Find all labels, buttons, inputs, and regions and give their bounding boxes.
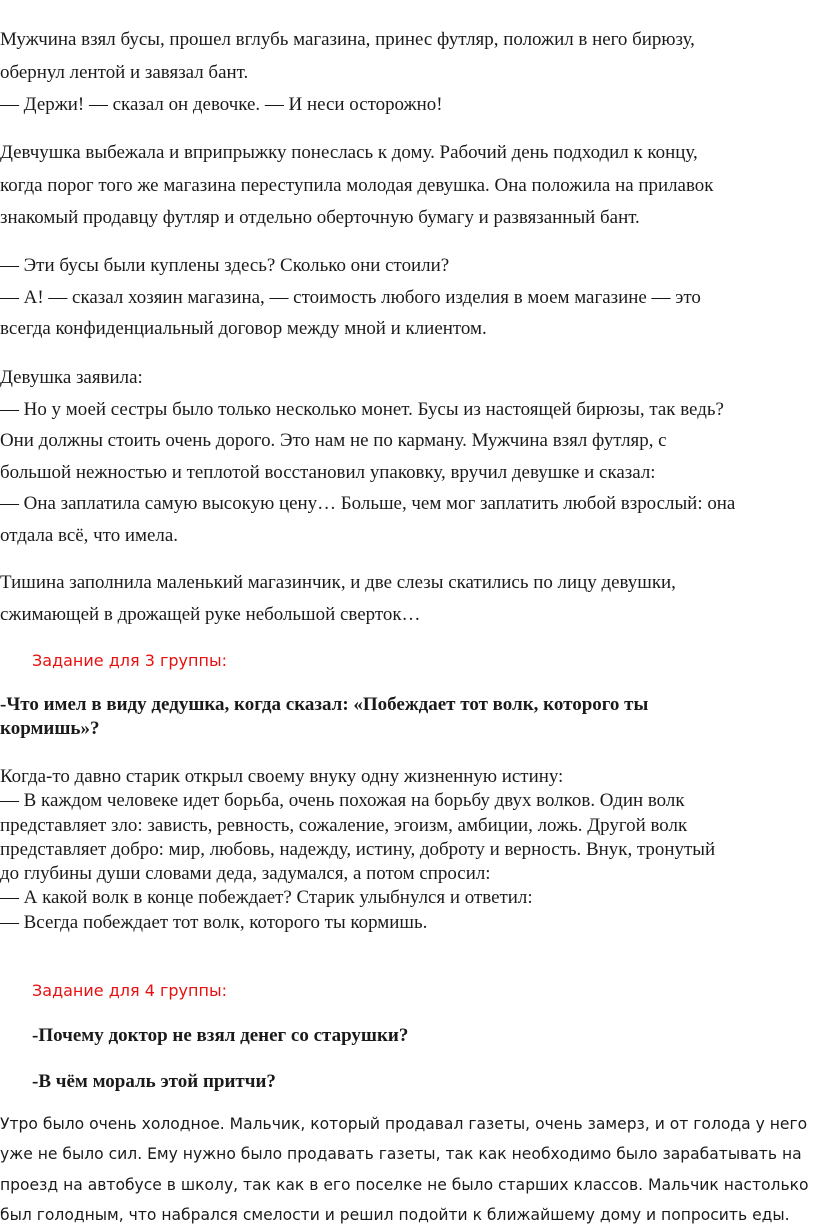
text-line: обернул лентой и завязал бант.: [0, 61, 249, 83]
text-line: всегда конфиденциальный договор между мной и клиентом.: [0, 318, 487, 340]
task-4-question-1: -Почему доктор не взял денег со старушки?: [32, 1025, 409, 1046]
story-paragraph-1: [0, 24, 816, 122]
text-line: когда порог того же магазина переступила молодая девушка. Она положила на прилавок: [0, 174, 714, 196]
text-line: сжимающей в дрожащей руке небольшой сверток…: [0, 603, 421, 625]
text-line: знакомый продавцу футляр и отдельно оберточную бумагу и развязанный бант.: [0, 207, 640, 229]
text-line: — А! — сказал хозяин магазина, — стоимость любого изделия в моем магазине — это: [0, 286, 701, 308]
text-line: — Держи! — сказал он девочке. — И неси осторожно!: [0, 94, 443, 116]
text-line: — В каждом человеке идет борьба, очень похожая на борьбу двух волков. Один волк: [0, 790, 685, 812]
task-4-heading: Задание для 4 группы:: [32, 981, 227, 1000]
question-line: кормишь»?: [0, 718, 100, 739]
text-line: Когда-то давно старик открыл своему внуку одну жизненную истину:: [0, 766, 564, 787]
text-line: большой нежностью и теплотой восстановил упаковку, вручил девушке и сказал:: [0, 461, 656, 483]
text-line: Тишина заполнила маленький магазинчик, и две слезы скатились по лицу девушки,: [0, 572, 676, 593]
story-paragraph-2: [0, 137, 816, 235]
text-line: — Эти бусы были куплены здесь? Сколько они стоили?: [0, 255, 450, 276]
text-line: представляет добро: мир, любовь, надежду, истину, доброту и верность. Внук, тронутый: [0, 838, 716, 860]
text-line: отдала всё, что имела.: [0, 524, 179, 546]
text-line: — А какой волк в конце побеждает? Старик улыбнулся и ответил:: [0, 887, 533, 909]
text-line: Девушка заявила:: [0, 367, 143, 388]
task-3-question: [0, 693, 648, 741]
task-4-question-2: -В чём мораль этой притчи?: [32, 1071, 276, 1092]
text-line: — Она заплатила самую высокую цену… Больше, чем мог заплатить любой взрослый: она: [0, 493, 736, 515]
text-line: представляет зло: зависть, ревность, сожаление, эгоизм, амбиции, ложь. Другой волк: [0, 814, 688, 836]
text-line: проезд на автобусе в школу, так как в его поселке не было старших классов. Мальчик настолько: [0, 1175, 809, 1194]
story-paragraph-4: [0, 362, 816, 552]
text-line: уже не было сил. Ему нужно было продавать газеты, так как необходимо было зарабатывать на: [0, 1145, 802, 1164]
text-line: был голодным, что набрался смелости и решил подойти к ближайшему дому и попросить еды.: [0, 1205, 790, 1224]
story-paragraph-3: [0, 250, 816, 345]
text-line: — Но у моей сестры было только несколько монет. Бусы из настоящей бирюзы, так ведь?: [0, 398, 724, 420]
text-line: — Всегда побеждает тот волк, которого ты кормишь.: [0, 911, 428, 933]
text-line: Девчушка выбежала и вприпрыжку понеслась к дому. Рабочий день подходил к концу,: [0, 142, 698, 163]
text-line: Они должны стоить очень дорого. Это нам не по карману. Мужчина взял футляр, с: [0, 430, 667, 452]
text-line: Утро было очень холодное. Мальчик, который продавал газеты, очень замерз, и от голода у него: [0, 1115, 808, 1133]
story-paragraph-7: [0, 1109, 816, 1230]
story-paragraph-6: [0, 765, 816, 935]
text-line: до глубины души словами деда, задумался, а потом спросил:: [0, 863, 491, 885]
text-line: Мужчина взял бусы, прошел вглубь магазина, принес футляр, положил в него бирюзу,: [0, 29, 695, 50]
story-paragraph-5: [0, 567, 816, 630]
question-line: -Что имел в виду дедушка, когда сказал: «Побеждает тот волк, которого ты: [0, 694, 649, 715]
task-3-heading: Задание для 3 группы:: [32, 651, 227, 670]
